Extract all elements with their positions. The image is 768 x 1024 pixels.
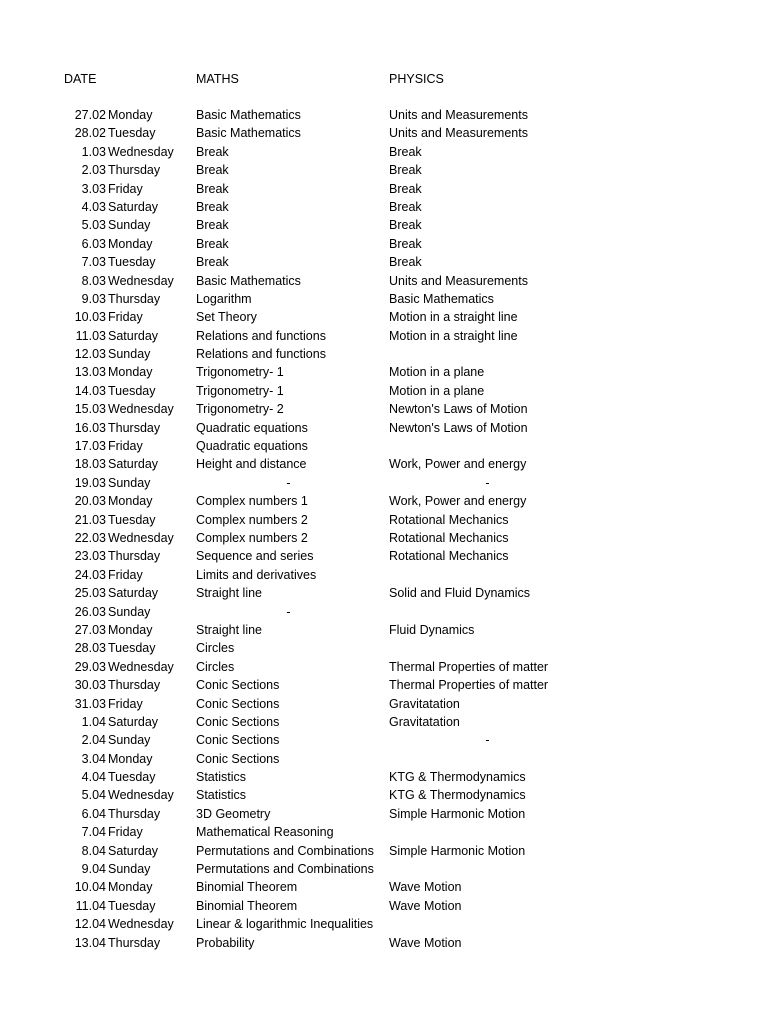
physics-cell: Simple Harmonic Motion [389, 806, 526, 821]
date-cell: 22.03 [74, 530, 106, 545]
day-cell: Thursday [108, 678, 161, 693]
maths-cell: Limits and derivatives [196, 567, 317, 582]
table-row [0, 639, 768, 657]
date-cell: 11.04 [75, 898, 106, 913]
table-row [0, 492, 768, 510]
day-cell: Wednesday [108, 530, 174, 545]
table-row [0, 161, 768, 179]
physics-cell: Break [389, 255, 422, 270]
table-row [0, 768, 768, 786]
table-row [0, 731, 768, 749]
maths-cell: Basic Mathematics [196, 108, 301, 122]
table-row [0, 695, 768, 713]
maths-cell: Sequence and series [196, 549, 314, 564]
day-cell: Tuesday [108, 898, 156, 913]
day-cell: Friday [108, 310, 143, 325]
table-row [0, 603, 768, 621]
date-cell: 25.03 [74, 586, 106, 601]
physics-cell: Thermal Properties of matter [389, 678, 549, 693]
maths-cell: Permutations and Combinations [196, 843, 374, 858]
table-row [0, 180, 768, 198]
day-cell: Tuesday [108, 770, 156, 785]
table-row [0, 327, 768, 345]
maths-cell: Break [196, 181, 229, 196]
physics-cell: Motion in a plane [389, 365, 485, 380]
table-row [0, 235, 768, 253]
maths-cell: Quadratic equations [196, 439, 308, 454]
date-cell: 27.03 [74, 622, 106, 637]
table-row [0, 216, 768, 234]
date-cell: 24.03 [74, 567, 106, 582]
table-row [0, 382, 768, 400]
table-row [0, 455, 768, 473]
physics-cell: Newton's Laws of Motion [389, 402, 528, 417]
day-cell: Friday [108, 696, 143, 711]
date-cell: 19.03 [74, 475, 106, 490]
table-row [0, 713, 768, 731]
table-row [0, 124, 768, 142]
day-cell: Friday [108, 567, 143, 582]
maths-cell: Set Theory [196, 310, 257, 325]
date-cell: 8.04 [81, 843, 106, 858]
maths-cell: Relations and functions [196, 347, 326, 362]
date-cell: 2.03 [81, 163, 106, 178]
table-row [0, 143, 768, 161]
table-row [0, 676, 768, 694]
date-cell: 12.04 [74, 917, 106, 932]
date-cell: 30.03 [74, 678, 106, 693]
day-cell: Saturday [108, 586, 159, 601]
day-cell: Saturday [108, 714, 159, 729]
maths-cell: Basic Mathematics [196, 126, 301, 141]
day-cell: Tuesday [108, 126, 156, 141]
physics-cell: KTG & Thermodynamics [389, 788, 526, 803]
table-row [0, 253, 768, 271]
date-cell: 14.03 [74, 383, 106, 398]
maths-cell: Break [196, 236, 229, 251]
schedule-rows [0, 106, 768, 952]
day-cell: Friday [108, 825, 143, 840]
date-cell: 28.02 [74, 126, 106, 141]
physics-cell: Units and Measurements [389, 108, 528, 122]
physics-cell: Units and Measurements [389, 273, 528, 288]
maths-cell: Circles [196, 641, 235, 656]
physics-cell: Wave Motion [389, 935, 462, 950]
table-row [0, 419, 768, 437]
date-cell: 29.03 [74, 659, 106, 674]
table-row [0, 198, 768, 216]
maths-cell: Trigonometry- 2 [196, 402, 284, 417]
table-row [0, 823, 768, 841]
day-cell: Tuesday [108, 383, 156, 398]
maths-cell: Straight line [196, 622, 263, 637]
physics-cell: Wave Motion [389, 880, 462, 895]
table-row [0, 878, 768, 896]
date-cell: 5.03 [81, 218, 106, 233]
table-row [0, 584, 768, 602]
physics-cell: Solid and Fluid Dynamics [389, 586, 531, 601]
date-cell: 11.03 [75, 328, 106, 343]
table-row [0, 842, 768, 860]
day-cell: Saturday [108, 199, 159, 214]
physics-cell: Motion in a straight line [389, 328, 518, 343]
maths-cell: Statistics [196, 770, 247, 785]
maths-cell: Probability [196, 935, 255, 950]
maths-cell: - [286, 604, 291, 619]
maths-cell: Binomial Theorem [196, 898, 298, 913]
day-cell: Monday [108, 236, 153, 251]
day-cell: Thursday [108, 935, 161, 950]
date-cell: 10.04 [74, 880, 106, 895]
date-cell: 7.04 [81, 825, 106, 840]
day-cell: Wednesday [108, 144, 174, 159]
date-cell: 7.03 [81, 255, 106, 270]
maths-cell: Quadratic equations [196, 420, 308, 435]
maths-cell: Break [196, 199, 229, 214]
physics-cell: Break [389, 236, 422, 251]
date-cell: 17.03 [74, 439, 106, 454]
physics-cell: KTG & Thermodynamics [389, 770, 526, 785]
maths-cell: 3D Geometry [196, 806, 271, 821]
date-cell: 8.03 [81, 273, 106, 288]
day-cell: Thursday [108, 420, 161, 435]
physics-cell: Fluid Dynamics [389, 622, 475, 637]
physics-cell: Rotational Mechanics [389, 530, 509, 545]
maths-cell: Complex numbers 2 [196, 530, 308, 545]
table-row [0, 529, 768, 547]
date-cell: 2.04 [81, 733, 106, 748]
table-row [0, 750, 768, 768]
date-cell: 16.03 [74, 420, 106, 435]
date-cell: 3.04 [81, 751, 106, 766]
table-row [0, 363, 768, 381]
date-cell: 10.03 [74, 310, 106, 325]
day-cell: Thursday [108, 806, 161, 821]
physics-cell: Break [389, 163, 422, 178]
date-cell: 13.03 [74, 365, 106, 380]
maths-cell: Binomial Theorem [196, 880, 298, 895]
day-cell: Wednesday [108, 273, 174, 288]
day-cell: Thursday [108, 549, 161, 564]
physics-cell: Work, Power and energy [389, 457, 527, 472]
physics-cell: Basic Mathematics [389, 291, 494, 306]
day-cell: Wednesday [108, 659, 174, 674]
table-row [0, 621, 768, 639]
day-cell: Wednesday [108, 917, 174, 932]
maths-cell: Break [196, 218, 229, 233]
maths-cell: Break [196, 144, 229, 159]
day-cell: Monday [108, 622, 153, 637]
day-cell: Tuesday [108, 641, 156, 656]
day-cell: Monday [108, 108, 153, 122]
date-cell: 15.03 [74, 402, 106, 417]
physics-cell: Break [389, 199, 422, 214]
table-row [0, 345, 768, 363]
date-cell: 20.03 [74, 494, 106, 509]
date-cell: 4.04 [81, 770, 106, 785]
day-cell: Thursday [108, 291, 161, 306]
table-row [0, 897, 768, 915]
physics-cell: Rotational Mechanics [389, 549, 509, 564]
day-cell: Tuesday [108, 512, 156, 527]
physics-cell: Gravitatation [389, 714, 460, 729]
physics-cell: Units and Measurements [389, 126, 528, 141]
day-cell: Tuesday [108, 255, 156, 270]
date-cell: 1.03 [81, 144, 106, 159]
table-row [0, 308, 768, 326]
physics-cell: Simple Harmonic Motion [389, 843, 526, 858]
maths-cell: - [286, 475, 291, 490]
table-row [0, 805, 768, 823]
maths-cell: Permutations and Combinations [196, 862, 374, 877]
maths-cell: Break [196, 255, 229, 270]
table-row [0, 474, 768, 492]
date-cell: 27.02 [74, 108, 106, 122]
maths-cell: Mathematical Reasoning [196, 825, 334, 840]
date-cell: 6.03 [81, 236, 106, 251]
day-cell: Sunday [108, 218, 151, 233]
maths-cell: Linear & logarithmic Inequalities [196, 917, 374, 932]
date-cell: 28.03 [74, 641, 106, 656]
physics-cell: Rotational Mechanics [389, 512, 509, 527]
physics-cell: Newton's Laws of Motion [389, 420, 528, 435]
day-cell: Wednesday [108, 402, 174, 417]
maths-cell: Conic Sections [196, 714, 280, 729]
date-cell: 13.04 [74, 935, 106, 950]
physics-cell: Wave Motion [389, 898, 462, 913]
physics-cell: Gravitatation [389, 696, 460, 711]
date-cell: 1.04 [81, 714, 106, 729]
physics-cell: Motion in a plane [389, 383, 485, 398]
table-row [0, 437, 768, 455]
header-physics: PHYSICS [389, 72, 444, 86]
table-row [0, 786, 768, 804]
day-cell: Friday [108, 439, 143, 454]
table-row [0, 106, 768, 124]
day-cell: Sunday [108, 733, 151, 748]
physics-cell: Break [389, 144, 422, 159]
date-cell: 31.03 [74, 696, 106, 711]
date-cell: 12.03 [74, 347, 106, 362]
table-row [0, 290, 768, 308]
header-date: DATE [64, 72, 97, 86]
maths-cell: Conic Sections [196, 678, 280, 693]
table-row [0, 272, 768, 290]
date-cell: 18.03 [74, 457, 106, 472]
physics-cell: Thermal Properties of matter [389, 659, 549, 674]
date-cell: 21.03 [74, 512, 106, 527]
header-maths: MATHS [196, 72, 239, 86]
table-row [0, 547, 768, 565]
day-cell: Monday [108, 494, 153, 509]
table-row [0, 860, 768, 878]
header-row [0, 70, 768, 88]
maths-cell: Statistics [196, 788, 247, 803]
day-cell: Sunday [108, 604, 151, 619]
date-cell: 6.04 [81, 806, 106, 821]
day-cell: Wednesday [108, 788, 174, 803]
physics-cell: Break [389, 218, 422, 233]
date-cell: 9.03 [81, 291, 106, 306]
maths-cell: Trigonometry- 1 [196, 365, 284, 380]
date-cell: 3.03 [81, 181, 106, 196]
maths-cell: Conic Sections [196, 733, 280, 748]
day-cell: Saturday [108, 328, 159, 343]
maths-cell: Trigonometry- 1 [196, 383, 284, 398]
maths-cell: Logarithm [196, 291, 252, 306]
physics-cell: Work, Power and energy [389, 494, 527, 509]
day-cell: Friday [108, 181, 143, 196]
day-cell: Sunday [108, 475, 151, 490]
day-cell: Sunday [108, 862, 151, 877]
maths-cell: Conic Sections [196, 751, 280, 766]
maths-cell: Straight line [196, 586, 263, 601]
date-cell: 23.03 [74, 549, 106, 564]
maths-cell: Circles [196, 659, 235, 674]
table-row [0, 934, 768, 952]
physics-cell: Motion in a straight line [389, 310, 518, 325]
date-cell: 4.03 [81, 199, 106, 214]
table-row [0, 400, 768, 418]
day-cell: Sunday [108, 347, 151, 362]
maths-cell: Break [196, 163, 229, 178]
physics-cell: Break [389, 181, 422, 196]
day-cell: Monday [108, 880, 153, 895]
maths-cell: Height and distance [196, 457, 307, 472]
day-cell: Saturday [108, 457, 159, 472]
date-cell: 26.03 [74, 604, 106, 619]
maths-cell: Complex numbers 1 [196, 494, 308, 509]
date-cell: 9.04 [81, 862, 106, 877]
maths-cell: Basic Mathematics [196, 273, 301, 288]
maths-cell: Relations and functions [196, 328, 326, 343]
table-row [0, 658, 768, 676]
maths-cell: Complex numbers 2 [196, 512, 308, 527]
day-cell: Saturday [108, 843, 159, 858]
maths-cell: Conic Sections [196, 696, 280, 711]
physics-cell: - [485, 733, 490, 748]
date-cell: 5.04 [81, 788, 106, 803]
table-row [0, 566, 768, 584]
day-cell: Monday [108, 365, 153, 380]
day-cell: Thursday [108, 163, 161, 178]
table-row [0, 915, 768, 933]
physics-cell: - [485, 475, 490, 490]
table-row [0, 511, 768, 529]
day-cell: Monday [108, 751, 153, 766]
